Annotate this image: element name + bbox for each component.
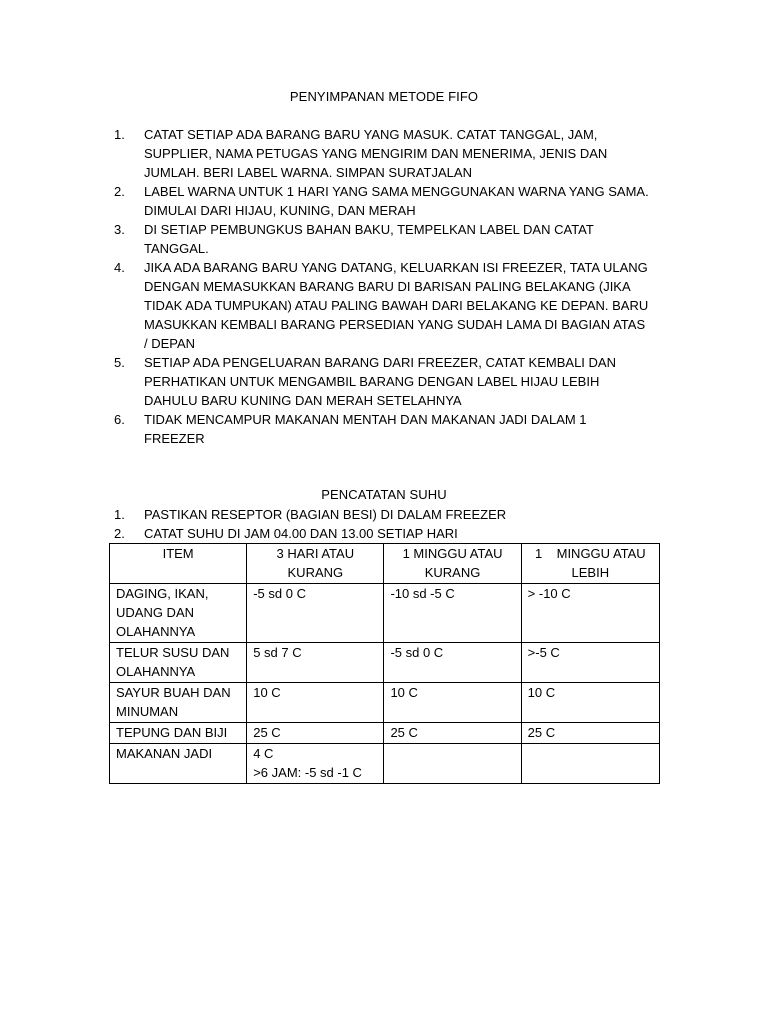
table-row — [110, 584, 660, 643]
table-cell: -5 sd 0 C — [384, 643, 521, 683]
column-header-3-hari: 3 HARI ATAU KURANG — [247, 544, 384, 584]
table-cell: 10 C — [384, 683, 521, 723]
table-cell: 10 C — [521, 683, 659, 723]
step-number: 1. — [114, 507, 125, 522]
table-cell: >-5 C — [521, 643, 659, 683]
fifo-steps-list — [114, 125, 649, 448]
list-item — [114, 220, 649, 258]
step-text: DI SETIAP PEMBUNGKUS BAHAN BAKU, TEMPELKAN LABEL DAN CATAT TANGGAL. — [144, 222, 594, 256]
list-item — [114, 182, 649, 220]
table-row — [110, 643, 660, 683]
table-row — [110, 683, 660, 723]
table-cell: 4 C >6 JAM: -5 sd -1 C — [247, 744, 384, 784]
list-item — [114, 353, 649, 410]
list-item — [114, 524, 654, 543]
section-title-suhu: PENCATATAN SUHU — [321, 487, 447, 502]
step-text: TIDAK MENCAMPUR MAKANAN MENTAH DAN MAKANAN JADI DALAM 1 FREEZER — [144, 412, 587, 446]
step-number: 2. — [114, 526, 125, 541]
list-item — [114, 410, 649, 448]
document-title: PENYIMPANAN METODE FIFO — [289, 89, 479, 104]
column-header-item: ITEM — [110, 544, 247, 584]
list-item — [114, 258, 649, 353]
table-cell: -10 sd -5 C — [384, 584, 521, 643]
column-header-1-minggu-lebih: 1 MINGGU ATAU LEBIH — [521, 544, 659, 584]
table-cell: TEPUNG DAN BIJI — [110, 723, 247, 744]
step-text: PASTIKAN RESEPTOR (BAGIAN BESI) DI DALAM FREEZER — [144, 507, 507, 522]
column-header-1-minggu-kurang: 1 MINGGU ATAU KURANG — [384, 544, 521, 584]
table-cell: TELUR SUSU DAN OLAHANNYA — [110, 643, 247, 683]
table-cell: 25 C — [247, 723, 384, 744]
table-row — [110, 744, 660, 784]
step-number: 4. — [114, 260, 125, 275]
step-number: 3. — [114, 222, 125, 237]
table-cell: SAYUR BUAH DAN MINUMAN — [110, 683, 247, 723]
table-header-row — [110, 544, 660, 584]
step-text: JIKA ADA BARANG BARU YANG DATANG, KELUARKAN ISI FREEZER, TATA ULANG DENGAN MEMASUKKAN BARANG BARU DI BARISAN PALING BELAKANG (JIKA TIDAK ADA TUMPUKAN) ATAU PALING BAWAH DARI BELAKANG KE DEPAN. BARU MASUKKAN KEMBALI BARANG PERSEDIAN YANG SUDAH LAMA DI BAGIAN ATAS / DEPAN — [144, 260, 649, 351]
step-text: CATAT SUHU DI JAM 04.00 DAN 13.00 SETIAP HARI — [144, 526, 458, 541]
step-text: SETIAP ADA PENGELUARAN BARANG DARI FREEZER, CATAT KEMBALI DAN PERHATIKAN UNTUK MENGAMBIL BARANG DENGAN LABEL HIJAU LEBIH DAHULU BARU KUNING DAN MERAH SETELAHNYA — [144, 355, 616, 408]
step-number: 1. — [114, 127, 125, 142]
table-cell: > -10 C — [521, 584, 659, 643]
temperature-table — [109, 543, 660, 784]
table-cell: 25 C — [521, 723, 659, 744]
table-cell: -5 sd 0 C — [247, 584, 384, 643]
table-cell: DAGING, IKAN, UDANG DAN OLAHANNYA — [110, 584, 247, 643]
suhu-steps-list — [114, 505, 654, 543]
step-text: LABEL WARNA UNTUK 1 HARI YANG SAMA MENGGUNAKAN WARNA YANG SAMA. DIMULAI DARI HIJAU, KUNING, DAN MERAH — [144, 184, 649, 218]
table-cell: 5 sd 7 C — [247, 643, 384, 683]
list-item — [114, 125, 649, 182]
table-cell — [521, 744, 659, 784]
table-row — [110, 723, 660, 744]
step-text: CATAT SETIAP ADA BARANG BARU YANG MASUK. CATAT TANGGAL, JAM, SUPPLIER, NAMA PETUGAS YANG MENGIRIM DAN MENERIMA, JENIS DAN JUMLAH. BERI LABEL WARNA. SIMPAN SURATJALAN — [144, 127, 608, 180]
table-cell: 25 C — [384, 723, 521, 744]
step-number: 6. — [114, 412, 125, 427]
table-cell — [384, 744, 521, 784]
table-cell: 10 C — [247, 683, 384, 723]
step-number: 2. — [114, 184, 125, 199]
table-cell: MAKANAN JADI — [110, 744, 247, 784]
step-number: 5. — [114, 355, 125, 370]
list-item — [114, 505, 654, 524]
